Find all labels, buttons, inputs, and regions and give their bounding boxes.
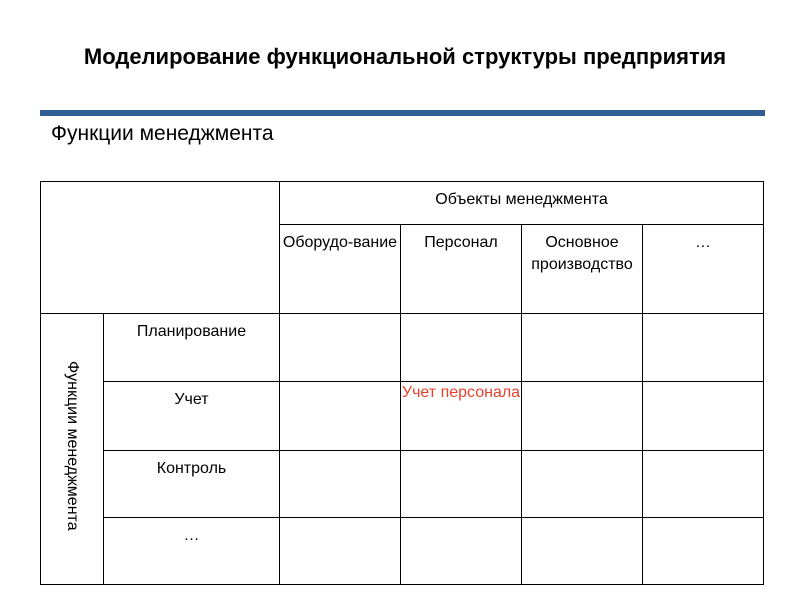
row-header: … — [104, 518, 280, 585]
matrix-cell — [522, 451, 643, 518]
table-row — [41, 314, 764, 382]
matrix-cell — [643, 382, 764, 451]
matrix-cell — [643, 518, 764, 585]
column-header: Персонал — [401, 225, 522, 314]
row-header: Контроль — [104, 451, 280, 518]
column-header: Оборудо-вание — [280, 225, 401, 314]
matrix-cell — [522, 314, 643, 382]
matrix-cell — [401, 518, 522, 585]
matrix-cell — [643, 314, 764, 382]
matrix-cell — [643, 451, 764, 518]
row-header: Учет — [104, 382, 280, 451]
matrix-header-row — [41, 182, 764, 225]
page-title: Моделирование функциональной структуры предприятия — [83, 44, 727, 69]
matrix-cell — [522, 518, 643, 585]
title-divider — [40, 110, 765, 116]
matrix-cell — [280, 314, 401, 382]
matrix-cell — [401, 314, 522, 382]
table-row — [41, 451, 764, 518]
row-header: Планирование — [104, 314, 280, 382]
matrix-cell — [522, 382, 643, 451]
matrix-cell — [280, 451, 401, 518]
highlight-cell: Учет персонала — [401, 382, 522, 451]
functions-header: Функции менеджмента — [64, 360, 81, 531]
matrix-corner-cell — [41, 182, 280, 314]
objects-header: Объекты менеджмента — [280, 182, 764, 225]
page-subtitle: Функции менеджмента — [51, 122, 274, 145]
table-row — [41, 518, 764, 585]
table-row — [41, 382, 764, 451]
matrix-cell — [401, 451, 522, 518]
functions-objects-matrix — [40, 181, 764, 585]
matrix-cell — [280, 518, 401, 585]
matrix-cell — [280, 382, 401, 451]
column-header: Основное производство — [522, 225, 643, 314]
functions-header-cell — [41, 314, 104, 585]
column-header: … — [643, 225, 764, 314]
